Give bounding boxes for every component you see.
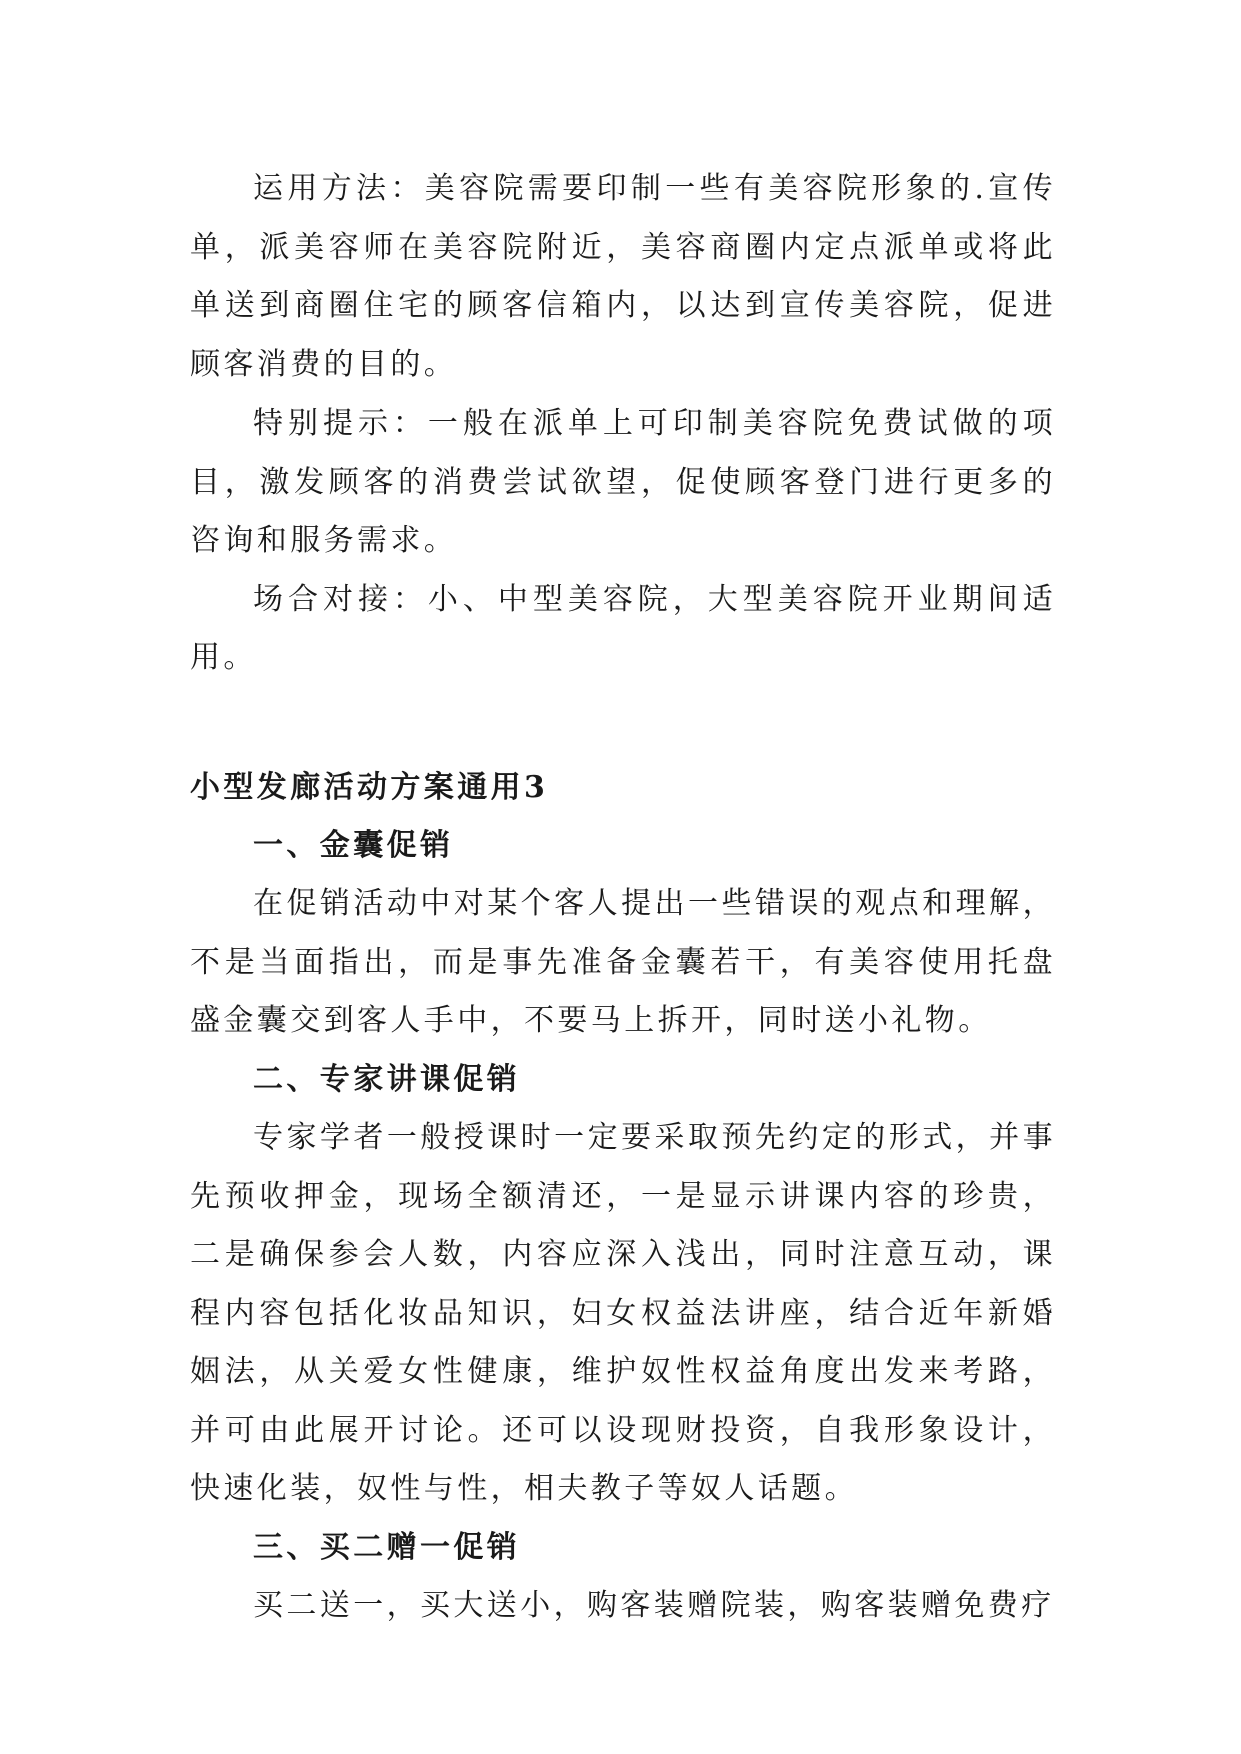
paragraph-expert-lecture: 专家学者一般授课时一定要采取预先约定的形式，并事先预收押金，现场全额清还，一是显示讲课内容的珍贵，二是确保参会人数，内容应深入浅出，同时注意互动，课程内容包括化妆品知识，妇女权益法讲座，结合近年新婚姻法，从关爱女性健康，维护奴性权益角度出发来考路，并可由此展开讨论。还可以设现财投资，自我形象设计，快速化装，奴性与性，相夫教子等奴人话题。	[190, 1120, 1056, 1506]
heading-expert-lecture: 二、专家讲课促销	[253, 1061, 521, 1097]
paragraph-buy-two-get-one: 买二送一，买大送小，购客装赠院装，购客装赠免费疗	[253, 1588, 1055, 1623]
section-title: 小型发廊活动方案通用3	[190, 769, 549, 805]
paragraph-golden-pouch: 在促销活动中对某个客人提出一些错误的观点和理解，不是当面指出，而是事先准备金囊若干，有美容使用托盘盛金囊交到客人手中，不要马上拆开，同时送小礼物。	[190, 886, 1056, 1038]
paragraph-occasion: 场合对接：小、中型美容院，大型美容院开业期间适用。	[190, 581, 1056, 675]
heading-golden-pouch: 一、金囊促销	[253, 827, 454, 863]
paragraph-special-tip: 特别提示：一般在派单上可印制美容院免费试做的项目，激发顾客的消费尝试欲望，促使顾客登门进行更多的咨询和服务需求。	[190, 406, 1056, 558]
paragraph-usage-method: 运用方法：美容院需要印制一些有美容院形象的.宣传单，派美容师在美容院附近，美容商圈内定点派单或将此单送到商圈住宅的顾客信箱内，以达到宣传美容院，促进顾客消费的目的。	[190, 171, 1056, 382]
document-page	[190, 160, 1056, 1636]
heading-buy-two-get-one: 三、买二赠一促销	[253, 1529, 521, 1565]
